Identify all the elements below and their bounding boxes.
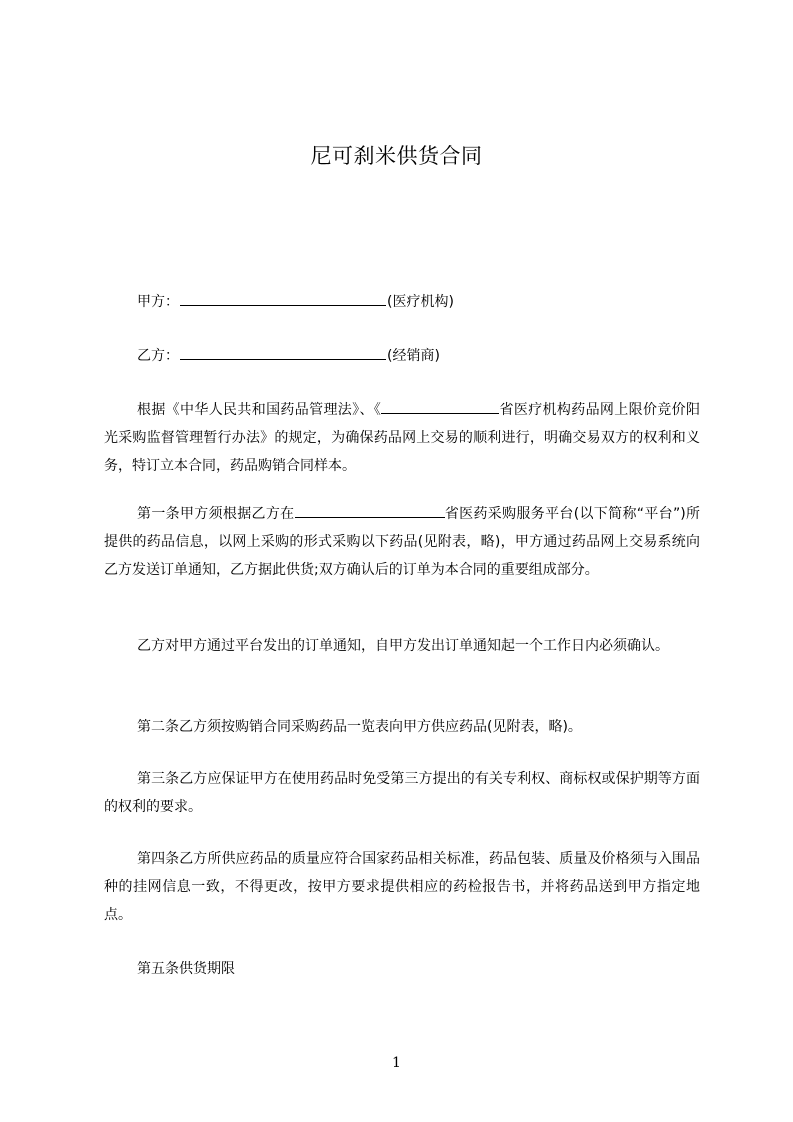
party-a-blank [180, 291, 386, 306]
party-b-line [137, 345, 440, 365]
preamble-paragraph [104, 396, 700, 480]
article-5-heading: 第五条供货期限 [137, 961, 235, 977]
party-b-suffix: (经销商) [387, 348, 440, 364]
article-2-paragraph: 第二条乙方须按购销合同采购药品一览表向甲方供应药品(见附表，略)。 [137, 719, 582, 735]
document-title: 尼可刹米供货合同 [310, 144, 483, 168]
preamble-text-1: 根据《中华人民共和国药品管理法》、《 [137, 402, 382, 418]
party-a-suffix: (医疗机构) [387, 294, 454, 310]
article-4-paragraph: 第四条乙方所供应药品的质量应符合国家药品相关标准，药品包装、质量及价格须与入围品种的挂网信息一致，不得更改，按甲方要求提供相应的药检报告书，并将药品送到甲方指定地点。 [104, 851, 700, 923]
province-blank [381, 399, 499, 414]
platform-province-blank [295, 503, 445, 518]
preamble-text-2: 省医疗机构药品网上限价竞价阳光采购监督管理暂行办法》的规定，为确保药品网上交易的顺利进行，明确交易双方的权利和义务，特订立本合同，药品购销合同样本。 [104, 402, 700, 474]
article-1-text-2: 省医药采购服务平台(以下简称“平台”)所提供的药品信息，以网上采购的形式采购以下药品(见附表，略)，甲方通过药品网上交易系统向乙方发送订单通知，乙方据此供货;双方确认后的订单为本合同的重要组成部分。 [104, 506, 701, 578]
party-a-line [137, 291, 454, 311]
article-1-confirm-paragraph: 乙方对甲方通过平台发出的订单通知，自甲方发出订单通知起一个工作日内必须确认。 [137, 638, 669, 654]
party-b-blank [180, 345, 386, 360]
party-a-label: 甲方： [137, 294, 179, 310]
article-3-paragraph: 第三条乙方应保证甲方在使用药品时免受第三方提出的有关专利权、商标权或保护期等方面的权利的要求。 [104, 771, 700, 815]
article-1-text-1: 第一条甲方须根据乙方在 [137, 506, 295, 522]
page-number: 1 [392, 1055, 401, 1071]
article-1-paragraph [104, 500, 700, 584]
party-b-label: 乙方： [137, 348, 179, 364]
